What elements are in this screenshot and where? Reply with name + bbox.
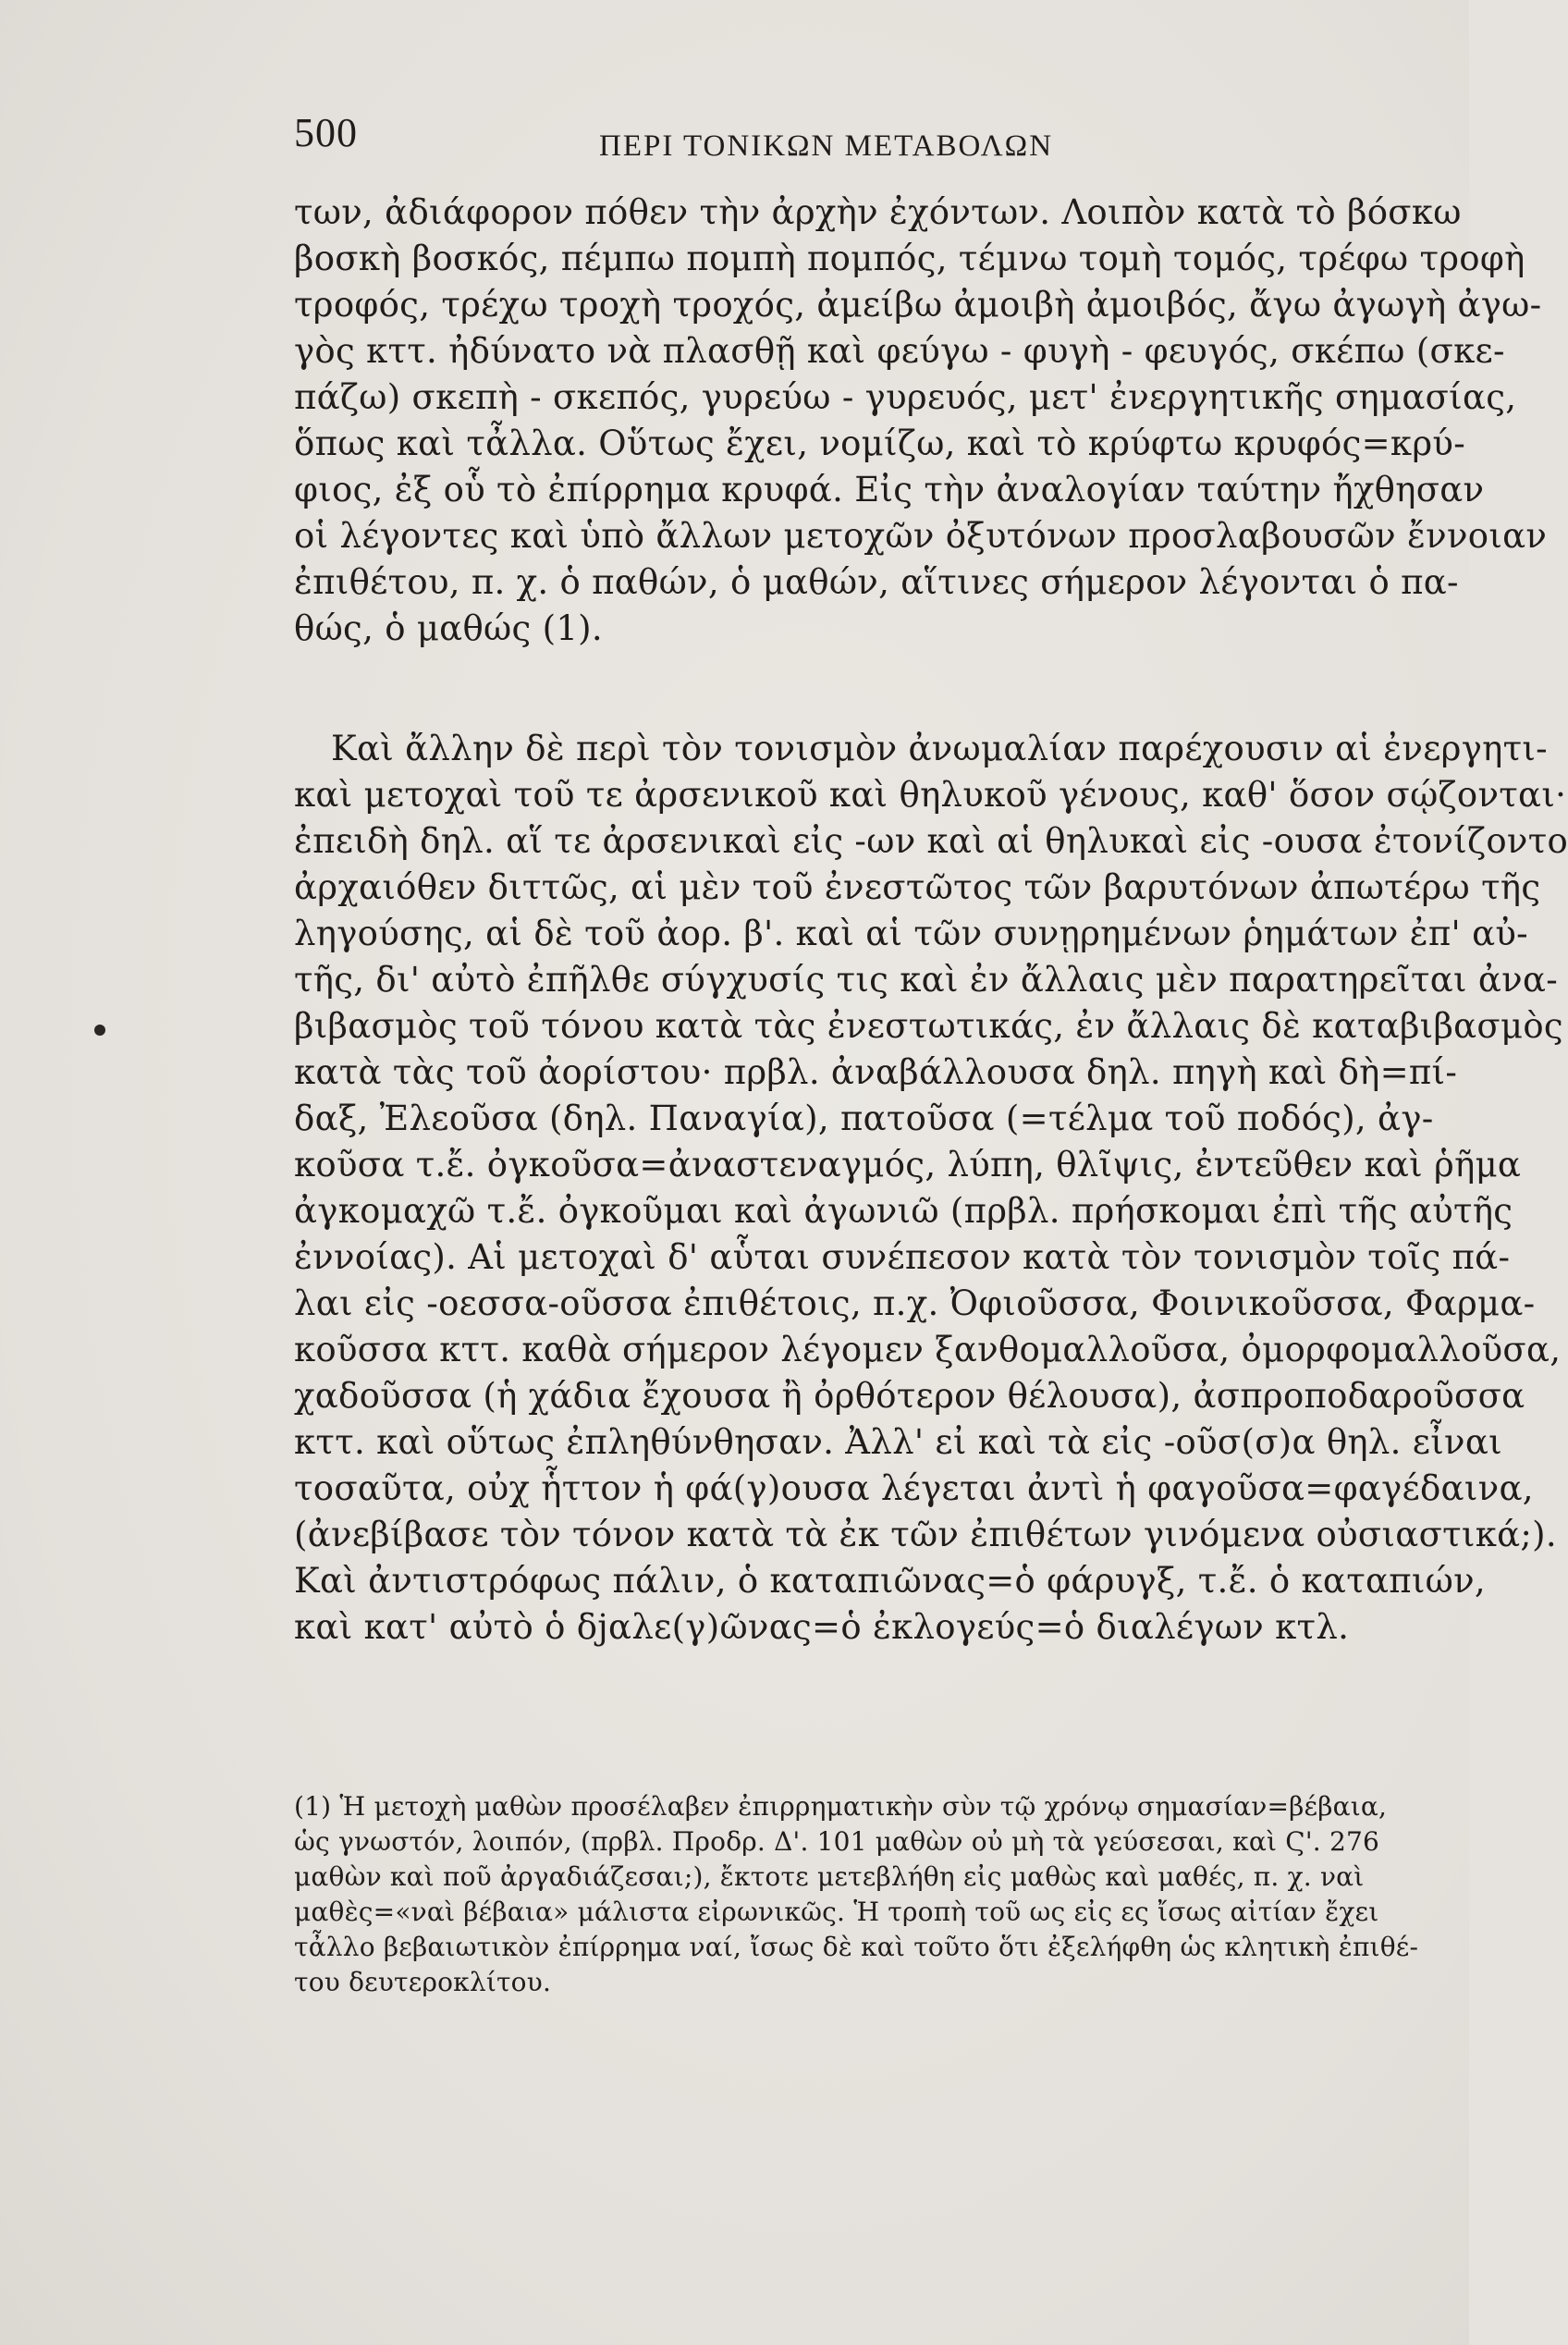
footnote-line: ὡς γνωστόν, λοιπόν, (πρβλ. Προδρ. Δ'. 101 μαθὼν οὐ μὴ τὰ γεύσεσαι, καὶ Ϛ'. 276: [294, 1826, 1379, 1857]
text-line: βοσκὴ βοσκός, πέμπω πομπὴ πομπός, τέμνω τομὴ τομός, τρέφω τροφὴ: [294, 239, 1525, 278]
text-line: ἐννοίας). Αἱ μετοχαὶ δ' αὗται συνέπεσον κατὰ τὸν τονισμὸν τοῖς πά-: [294, 1237, 1511, 1277]
text-line: ἀρχαιόθεν διττῶς, αἱ μὲν τοῦ ἐνεστῶτος τῶν βαρυτόνων ἀπωτέρω τῆς: [294, 867, 1541, 907]
text-line: (ἀνεβίβασε τὸν τόνον κατὰ τὰ ἐκ τῶν ἐπιθέτων γινόμενα οὐσιαστικά;).: [294, 1515, 1557, 1554]
text-line: τοσαῦτα, οὐχ ἧττον ἡ φά(γ)ουσα λέγεται ἀντὶ ἡ φαγοῦσα=φαγέδαινα,: [294, 1468, 1534, 1508]
text-line: γὸς κττ. ἠδύνατο νὰ πλασθῇ καὶ φεύγω - φυγὴ - φευγός, σκέπω (σκε-: [294, 331, 1505, 371]
footnote-line: μαθὲς=«ναὶ βέβαια» μάλιστα εἰρωνικῶς. Ἡ τροπὴ τοῦ ως εἰς ες ἴσως αἰτίαν ἔχει: [294, 1897, 1379, 1927]
text-line: κατὰ τὰς τοῦ ἀορίστου· πρβλ. ἀναβάλλουσα δηλ. πηγὴ καὶ δὴ=πί-: [294, 1052, 1458, 1092]
text-line: φιος, ἐξ οὗ τὸ ἐπίρρημα κρυφά. Εἰς τὴν ἀναλογίαν ταύτην ἤχθησαν: [294, 470, 1485, 510]
text-line: ὅπως καὶ τἆλλα. Οὕτως ἔχει, νομίζω, καὶ τὸ κρύφτω κρυφός=κρύ-: [294, 424, 1465, 463]
text-line: κττ. καὶ οὕτως ἐπληθύνθησαν. Ἀλλ' εἰ καὶ τὰ εἰς -οῦσ(σ)α θηλ. εἶναι: [294, 1422, 1502, 1462]
text-line: τῆς, δι' αὐτὸ ἐπῆλθε σύγχυσίς τις καὶ ἐν ἄλλαις μὲν παρατηρεῖται ἀνα-: [294, 960, 1559, 1000]
text-line: κοῦσα τ.ἔ. ὀγκοῦσα=ἀναστεναγμός, λύπη, θλῖψις, ἐντεῦθεν καὶ ῥῆμα: [294, 1145, 1522, 1185]
text-line: ληγούσης, αἱ δὲ τοῦ ἀορ. β'. καὶ αἱ τῶν συνῃρημένων ῥημάτων ἐπ' αὐ-: [294, 914, 1528, 953]
margin-mark-icon: [94, 1025, 105, 1036]
text-line: χαδοῦσσα (ἡ χάδια ἔχουσα ἢ ὀρθότερον θέλουσα), ἀσπροποδαροῦσσα: [294, 1376, 1525, 1416]
footnote-line: του δευτεροκλίτου.: [294, 1967, 552, 1997]
text-line: ἀγκομαχῶ τ.ἔ. ὀγκοῦμαι καὶ ἀγωνιῶ (πρβλ. πρήσκομαι ἐπὶ τῆς αὐτῆς: [294, 1191, 1513, 1231]
text-line: ἐπιθέτου, π. χ. ὁ παθών, ὁ μαθών, αἵτινες σήμερον λέγονται ὁ πα-: [294, 562, 1459, 602]
text-line: βιβασμὸς τοῦ τόνου κατὰ τὰς ἐνεστωτικάς, ἐν ἄλλαις δὲ καταβιβασμὸς: [294, 1006, 1563, 1046]
text-line: κοῦσσα κττ. καθὰ σήμερον λέγομεν ξανθομαλλοῦσα, ὀμορφομαλλοῦσα,: [294, 1330, 1562, 1369]
text-line: πάζω) σκεπὴ - σκεπός, γυρεύω - γυρευός, μετ' ἐνεργητικῆς σημασίας,: [294, 377, 1517, 417]
footnote-line: μαθὼν καὶ ποῦ ἀργαδιάζεσαι;), ἔκτοτε μετεβλήθη εἰς μαθὼς καὶ μαθές, π. χ. ναὶ: [294, 1861, 1365, 1892]
page-number: 500: [294, 110, 358, 155]
text-line: τροφός, τρέχω τροχὴ τροχός, ἀμείβω ἀμοιβὴ ἀμοιβός, ἄγω ἀγωγὴ ἀγω-: [294, 285, 1542, 325]
text-line: δαξ, Ἐλεοῦσα (δηλ. Παναγία), πατοῦσα (=τέλμα τοῦ ποδός), ἀγ-: [294, 1099, 1434, 1138]
text-line: οἱ λέγοντες καὶ ὑπὸ ἄλλων μετοχῶν ὀξυτόνων προσλαβουσῶν ἔννοιαν: [294, 516, 1548, 556]
paragraph-start: Καὶ ἄλλην δὲ περὶ τὸν τονισμὸν ἀνωμαλίαν παρέχουσιν αἱ ἐνεργητι-: [331, 729, 1548, 768]
text-line: θώς, ὁ μαθώς (1).: [294, 608, 603, 648]
text-line: ἐπειδὴ δηλ. αἵ τε ἀρσενικαὶ εἰς -ων καὶ αἱ θηλυκαὶ εἰς -ουσα ἐτονίζοντο: [294, 821, 1568, 861]
running-head: ΠΕΡΙ ΤΟΝΙΚΩΝ ΜΕΤΑΒΟΛΩΝ: [599, 129, 1054, 163]
text-line: Καὶ ἀντιστρόφως πάλιν, ὁ καταπιῶνας=ὁ φάρυγξ, τ.ἔ. ὁ καταπιών,: [294, 1561, 1486, 1601]
footnote-line: (1) Ἡ μετοχὴ μαθὼν προσέλαβεν ἐπιρρηματικὴν σὺν τῷ χρόνῳ σημασίαν=βέβαια,: [294, 1791, 1388, 1822]
text-line: λαι εἰς -οεσσα-οῦσσα ἐπιθέτοις, π.χ. Ὀφιοῦσσα, Φοινικοῦσσα, Φαρμα-: [294, 1283, 1536, 1323]
text-line: των, ἀδιάφορον πόθεν τὴν ἀρχὴν ἐχόντων. Λοιπὸν κατὰ τὸ βόσκω: [294, 192, 1462, 232]
page-header: [294, 109, 1403, 174]
text-line: καὶ μετοχαὶ τοῦ τε ἀρσενικοῦ καὶ θηλυκοῦ γένους, καθ' ὅσον σῴζονται·: [294, 775, 1567, 815]
footnote-line: τἆλλο βεβαιωτικὸν ἐπίρρημα ναί, ἴσως δὲ καὶ τοῦτο ὅτι ἐξελήφθη ὡς κλητικὴ ἐπιθέ-: [294, 1932, 1419, 1962]
text-line: καὶ κατ' αὐτὸ ὁ δjαλε(γ)ῶνας=ὁ ἐκλογεύς=ὁ διαλέγων κτλ.: [294, 1607, 1350, 1647]
